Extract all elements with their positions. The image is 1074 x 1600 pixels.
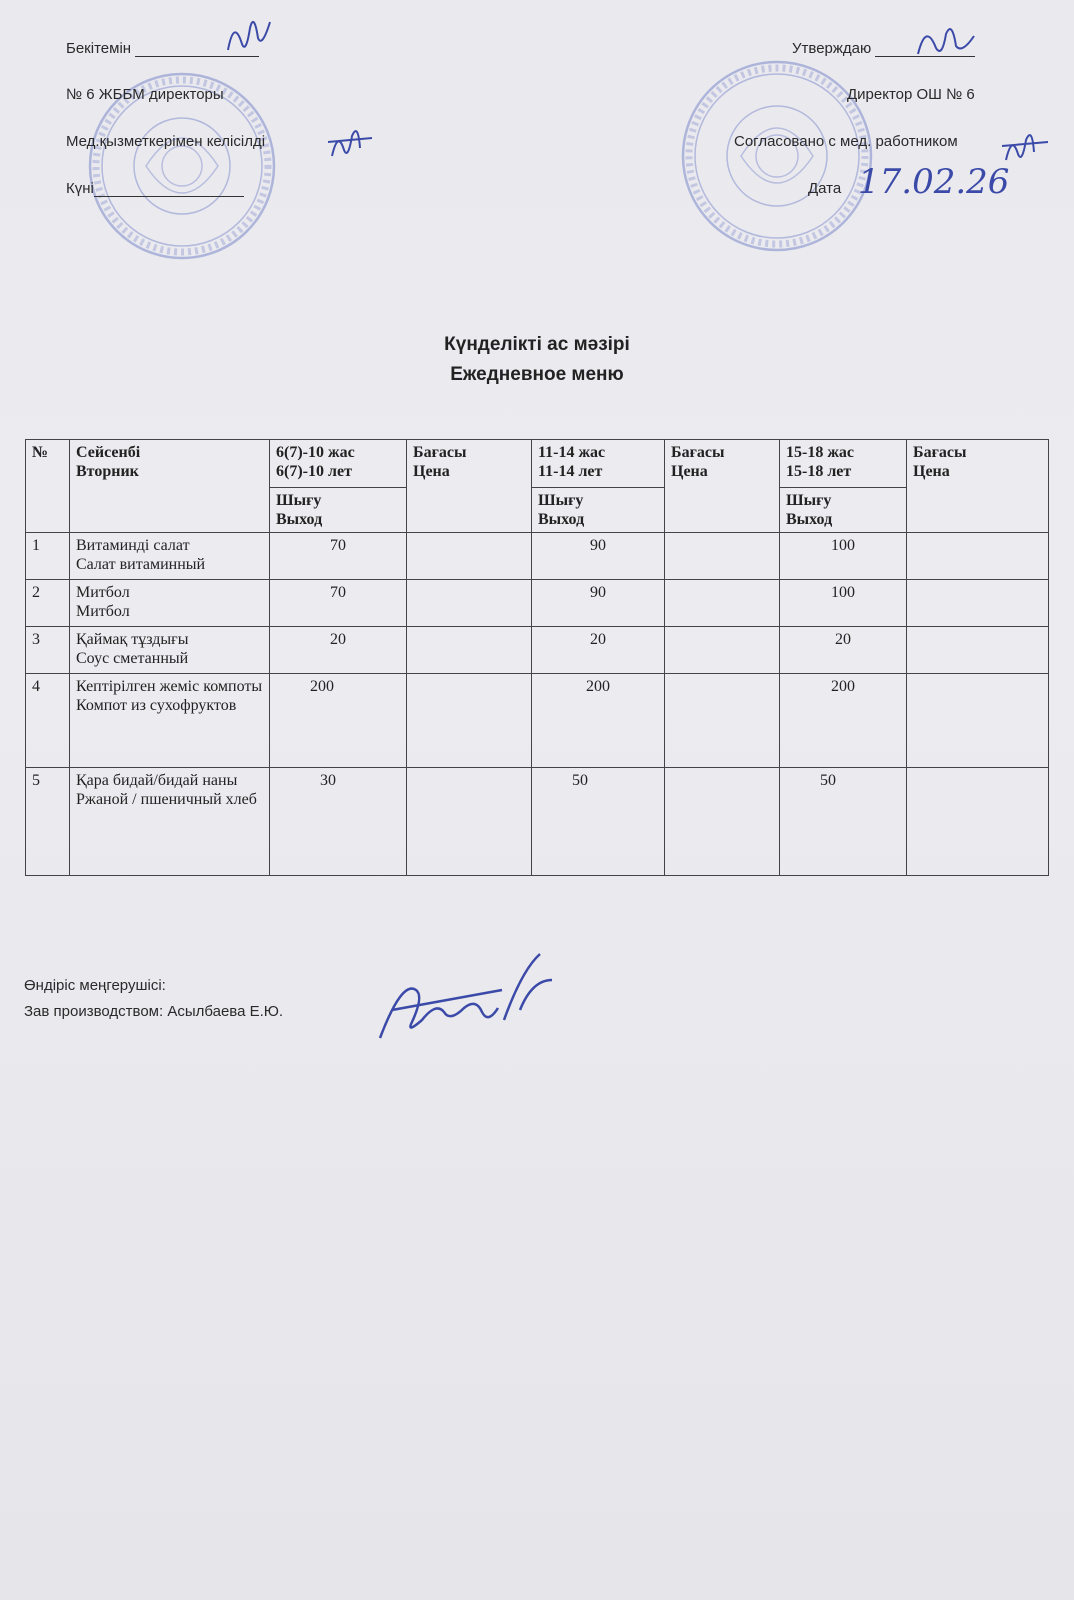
price-cell (407, 627, 532, 674)
table-row (26, 674, 1049, 768)
col-out-2-header: Шығу Выход (532, 488, 665, 533)
price-cell (907, 627, 1049, 674)
row-number: 5 (26, 768, 70, 876)
col-price-2-header: Бағасы Цена (665, 440, 780, 533)
approve-label-ru: Утверждаю (792, 40, 975, 57)
price-cell (665, 768, 780, 876)
title-ru: Ежедневное меню (450, 364, 624, 385)
price-cell (407, 768, 532, 876)
table-row (26, 580, 1049, 627)
col-age-3-header: 15-18 жас 15-18 лет (780, 440, 907, 488)
dish-name: Витаминді салат Салат витаминный (70, 533, 270, 580)
col-price-3-header: Бағасы Цена (907, 440, 1049, 533)
output-value: 50 (780, 768, 907, 876)
director-label-ru: Директор ОШ № 6 (847, 86, 975, 103)
price-cell (665, 533, 780, 580)
table-row (26, 768, 1049, 876)
signature-left-top (220, 8, 280, 58)
price-cell (907, 768, 1049, 876)
row-number: 3 (26, 627, 70, 674)
output-value: 70 (270, 580, 407, 627)
title-kz: Күнделікті ас мәзірі (444, 334, 630, 355)
output-value: 70 (270, 533, 407, 580)
output-value: 20 (532, 627, 665, 674)
row-number: 4 (26, 674, 70, 768)
manager-label-kz: Өндіріс меңгерушісі: (24, 977, 166, 994)
price-cell (665, 580, 780, 627)
director-label-kz: № 6 ЖББМ директоры (66, 86, 224, 103)
output-value: 200 (532, 674, 665, 768)
signature-left-mid (326, 120, 376, 170)
school-seal-right (679, 58, 875, 254)
menu-table (25, 439, 1049, 876)
agreed-label-kz: Мед.қызметкерімен келісілді (66, 133, 266, 150)
col-day-header: Сейсенбі Вторник (70, 440, 270, 533)
output-value: 20 (780, 627, 907, 674)
output-value: 200 (270, 674, 407, 768)
col-num-header: № (26, 440, 70, 533)
signature-right-top (912, 14, 982, 64)
price-cell (407, 674, 532, 768)
output-value: 100 (780, 533, 907, 580)
output-value: 50 (532, 768, 665, 876)
price-cell (665, 674, 780, 768)
date-handwritten: 17.02.26 (858, 162, 1010, 202)
output-value: 100 (780, 580, 907, 627)
signature-right-mid (1000, 124, 1052, 172)
row-number: 2 (26, 580, 70, 627)
date-label-kz: Күні (66, 180, 244, 197)
output-value: 30 (270, 768, 407, 876)
col-out-1-header: Шығу Выход (270, 488, 407, 533)
agreed-label-ru: Согласовано с мед. работником (734, 133, 958, 150)
manager-signature (372, 950, 572, 1050)
col-age-1-header: 6(7)-10 жас 6(7)-10 лет (270, 440, 407, 488)
dish-name: Қаймақ тұздығы Соус сметанный (70, 627, 270, 674)
price-cell (907, 533, 1049, 580)
dish-name: Қара бидай/бидай наны Ржаной / пшеничный хлеб (70, 768, 270, 876)
manager-label-ru: Зав производством: Асылбаева Е.Ю. (24, 1003, 284, 1020)
price-cell (407, 580, 532, 627)
header-row (26, 440, 1049, 488)
output-value: 90 (532, 533, 665, 580)
dish-name: Митбол Митбол (70, 580, 270, 627)
col-out-3-header: Шығу Выход (780, 488, 907, 533)
price-cell (407, 533, 532, 580)
table-row (26, 533, 1049, 580)
date-label-ru: Дата (808, 180, 842, 197)
price-cell (907, 674, 1049, 768)
output-value: 90 (532, 580, 665, 627)
col-price-1-header: Бағасы Цена (407, 440, 532, 533)
dish-name: Кептірілген жеміс компоты Компот из сухофруктов (70, 674, 270, 768)
approve-label-kz: Бекітемін (66, 40, 259, 57)
price-cell (665, 627, 780, 674)
row-number: 1 (26, 533, 70, 580)
output-value: 200 (780, 674, 907, 768)
col-age-2-header: 11-14 жас 11-14 лет (532, 440, 665, 488)
output-value: 20 (270, 627, 407, 674)
table-row (26, 627, 1049, 674)
price-cell (907, 580, 1049, 627)
